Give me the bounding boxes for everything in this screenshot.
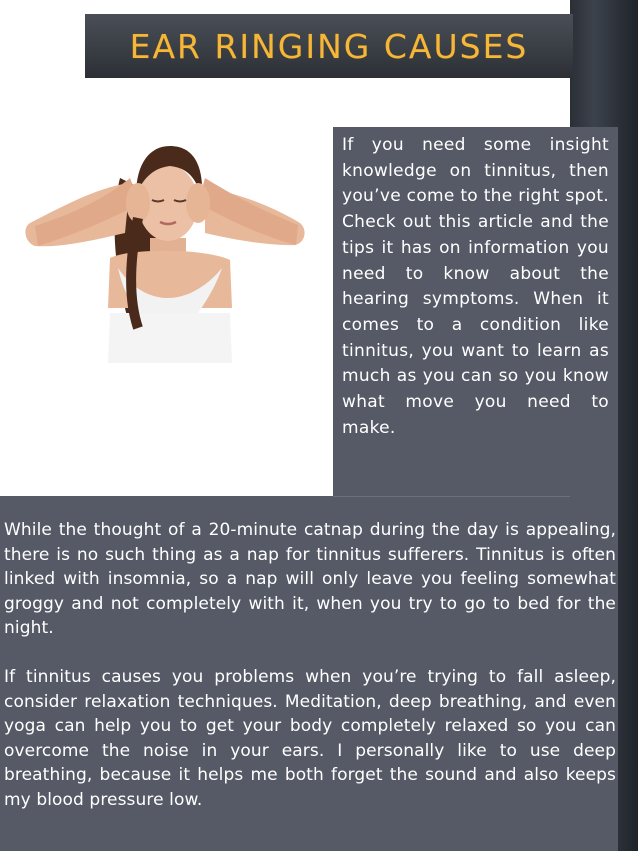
slide-title: EAR RINGING CAUSES	[129, 26, 529, 66]
body-text	[4, 518, 616, 812]
intro-text-box	[333, 127, 618, 496]
woman-covering-ears-photo	[0, 108, 333, 496]
body-paragraph-2: If tinnitus causes you problems when you’re trying to fall asleep, consider relaxation techniques. Meditation, deep breathing, and even yoga can help you to get your body completely relaxed so you can overcome the noise in your ears. I personally like to use deep breathing, because it helps me both forget the sound and also keeps my blood pressure low.	[4, 667, 616, 810]
body-paragraph-1: While the thought of a 20-minute catnap during the day is appealing, there is no such thing as a nap for tinnitus sufferers. Tinnitus is often linked with insomnia, so a nap will only leave you feeling somewhat groggy and not completely with it, when you try to go to bed for the night.	[4, 520, 616, 638]
woman-covering-ears-illustration	[0, 108, 333, 496]
body-text-box	[0, 496, 618, 851]
divider-line	[333, 496, 570, 497]
intro-paragraph: If you need some insight knowledge on tinnitus, then you’ve come to the right spot. Check out this article and the tips it has on information you need to know about the hearing symptoms. When it comes to a condition like tinnitus, you want to learn as much as you can so you know what move you need to make.	[342, 135, 609, 438]
title-bar	[85, 14, 573, 78]
